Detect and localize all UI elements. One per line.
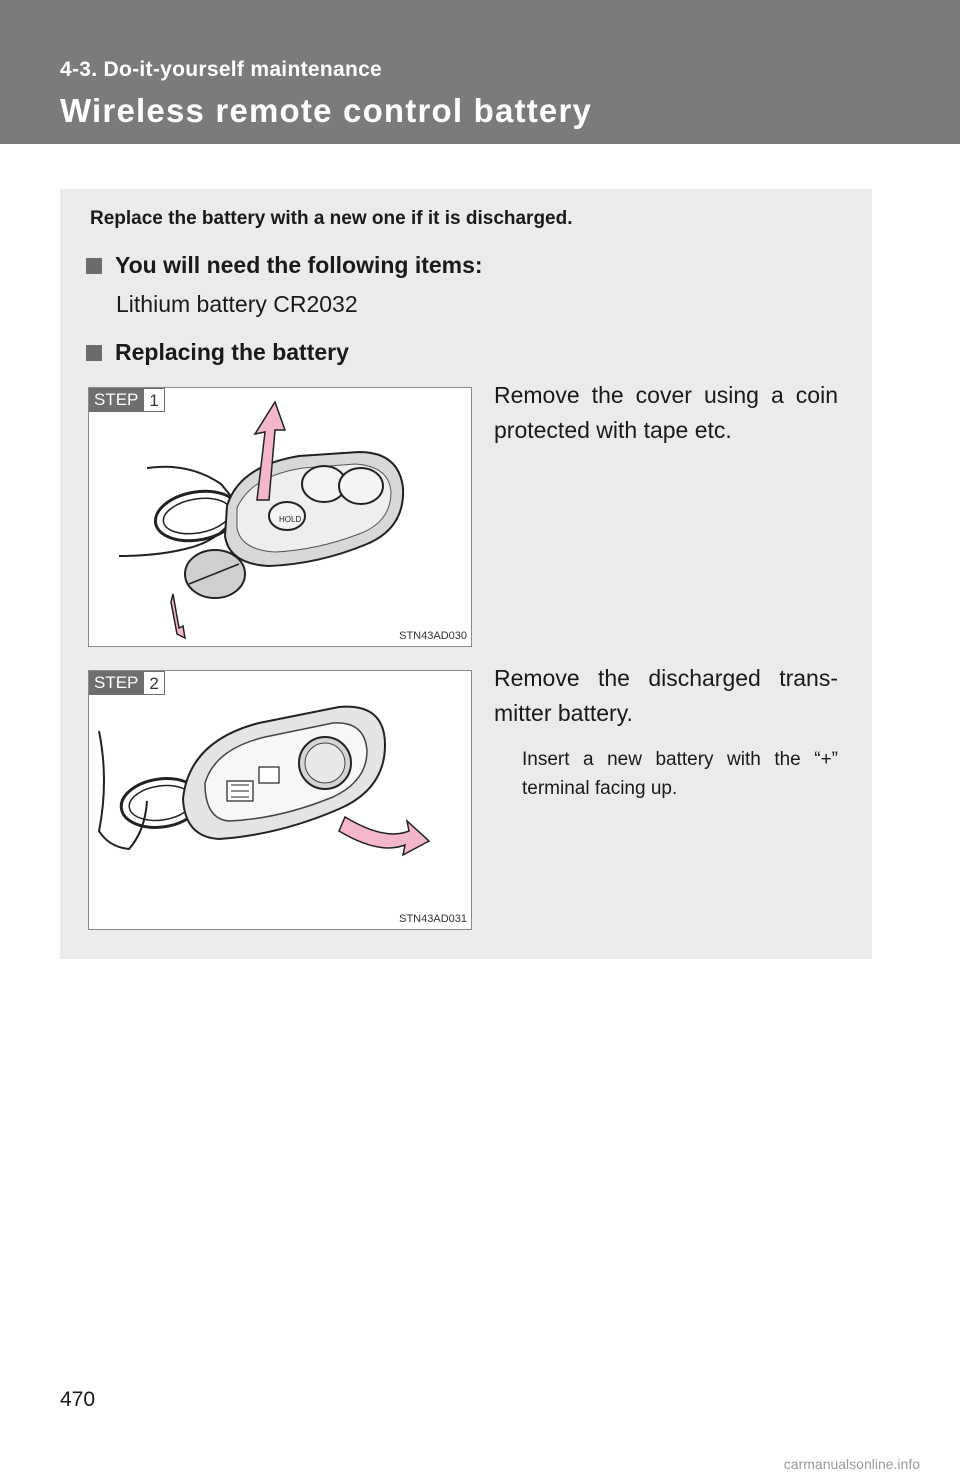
step-2-figure — [88, 670, 472, 930]
step-1-text: Remove the cover using a coin protected with tape etc. — [494, 382, 838, 443]
items-heading-text: You will need the following items: — [115, 252, 483, 278]
step-2-note: Insert a new battery with the “+” terminal facing up. — [522, 749, 838, 799]
content-panel — [60, 189, 872, 959]
page-title: Wireless remote control battery — [60, 92, 593, 129]
figure-code: STN43AD030 — [399, 630, 467, 642]
section-label: 4-3. Do-it-yourself maintenance — [60, 58, 383, 81]
watermark: carmanualsonline.info — [783, 1456, 920, 1472]
key-fob-battery-illustration — [89, 671, 473, 931]
step-1-figure — [88, 387, 472, 647]
step-2-badge: STEP 2 — [89, 671, 165, 695]
step-1-badge: STEP 1 — [89, 388, 165, 412]
key-fob-cover-illustration — [89, 388, 473, 648]
step-2-text: Remove the discharged trans-mitter battery. — [494, 665, 838, 726]
square-bullet-icon — [86, 258, 102, 274]
page-number: 470 — [60, 1388, 96, 1411]
svg-text:HOLD: HOLD — [279, 515, 302, 524]
square-bullet-icon — [86, 345, 102, 361]
replacing-heading — [86, 339, 349, 366]
replacing-heading-text: Replacing the battery — [115, 339, 349, 365]
figure-code: STN43AD031 — [399, 913, 467, 925]
intro-text: Replace the battery with a new one if it is discharged. — [90, 208, 573, 229]
items-text: Lithium battery CR2032 — [116, 291, 358, 317]
items-heading — [86, 252, 483, 279]
page-header — [0, 0, 960, 144]
